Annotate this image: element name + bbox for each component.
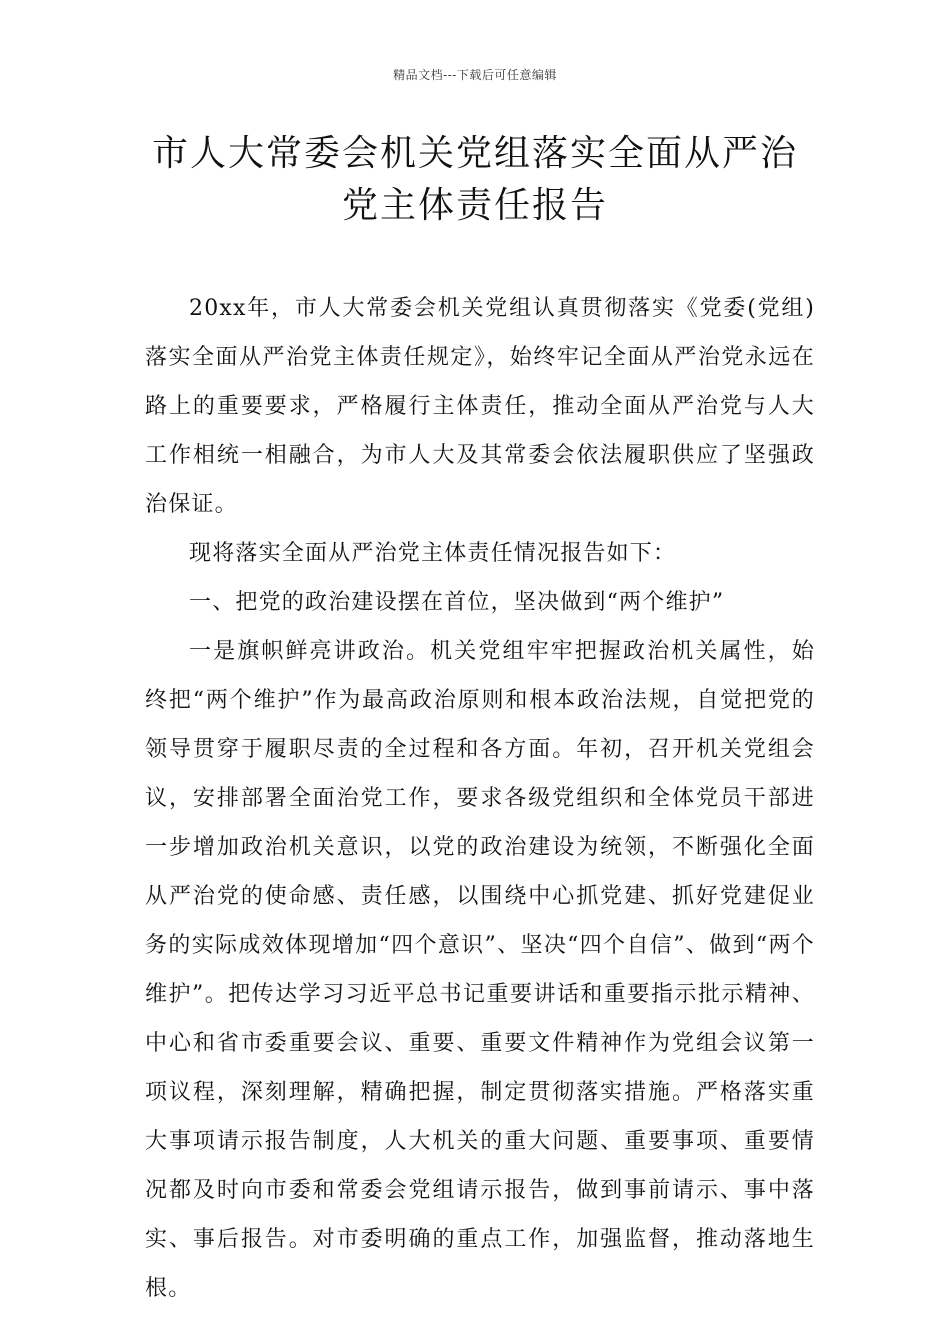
paragraph-intro: 20xx年，市人大常委会机关党组认真贯彻落实《党委(党组)落实全面从严治党主体责任规定》，始终牢记全面从严治党永远在路上的重要要求，严格履行主体责任，推动全面从严治党与人大工作相统一相融合，为市人大及其常委会依法履职供应了坚强政治保证。 (145, 296, 815, 517)
paragraph-political-building: 一是旗帜鲜亮讲政治。机关党组牢牢把握政治机关属性，始终把“两个维护”作为最高政治原则和根本政治法规，自觉把党的领导贯穿于履职尽责的全过程和各方面。年初，召开机关党组会议，安排部署全面治党工作，要求各级党组织和全体党员干部进一步增加政治机关意识，以党的政治建设为统领，不断强化全面从严治党的使命感、责任感，以围绕中心抓党建、抓好党建促业务的实际成效体现增加“四个意识”、坚决“四个自信”、做到“两个维护”。把传达学习习近平总书记重要讲话和重要指示批示精神、中心和省市委重要会议、重要、重要文件精神作为党组会议第一项议程，深刻理解，精确把握，制定贯彻落实措施。严格落实重大事项请示报告制度，人大机关的重大问题、重要事项、重要情况都及时向市委和常委会党组请示报告，做到事前请示、事中落实、事后报告。对市委明确的重点工作，加强监督，推动落地生根。 (145, 639, 815, 1301)
paragraph-report-lead: 现将落实全面从严治党主体责任情况报告如下： (189, 541, 677, 566)
title-line-2: 党主体责任报告 (341, 185, 608, 226)
document-body (145, 284, 815, 1313)
document-title (100, 128, 850, 232)
title-line-1: 市人大常委会机关党组落实全面从严治 (151, 133, 798, 174)
header-note: 精品文档---下载后可任意编辑 (393, 68, 557, 82)
section-heading-1: 一、把党的政治建设摆在首位，坚决做到“两个维护” (189, 590, 725, 615)
